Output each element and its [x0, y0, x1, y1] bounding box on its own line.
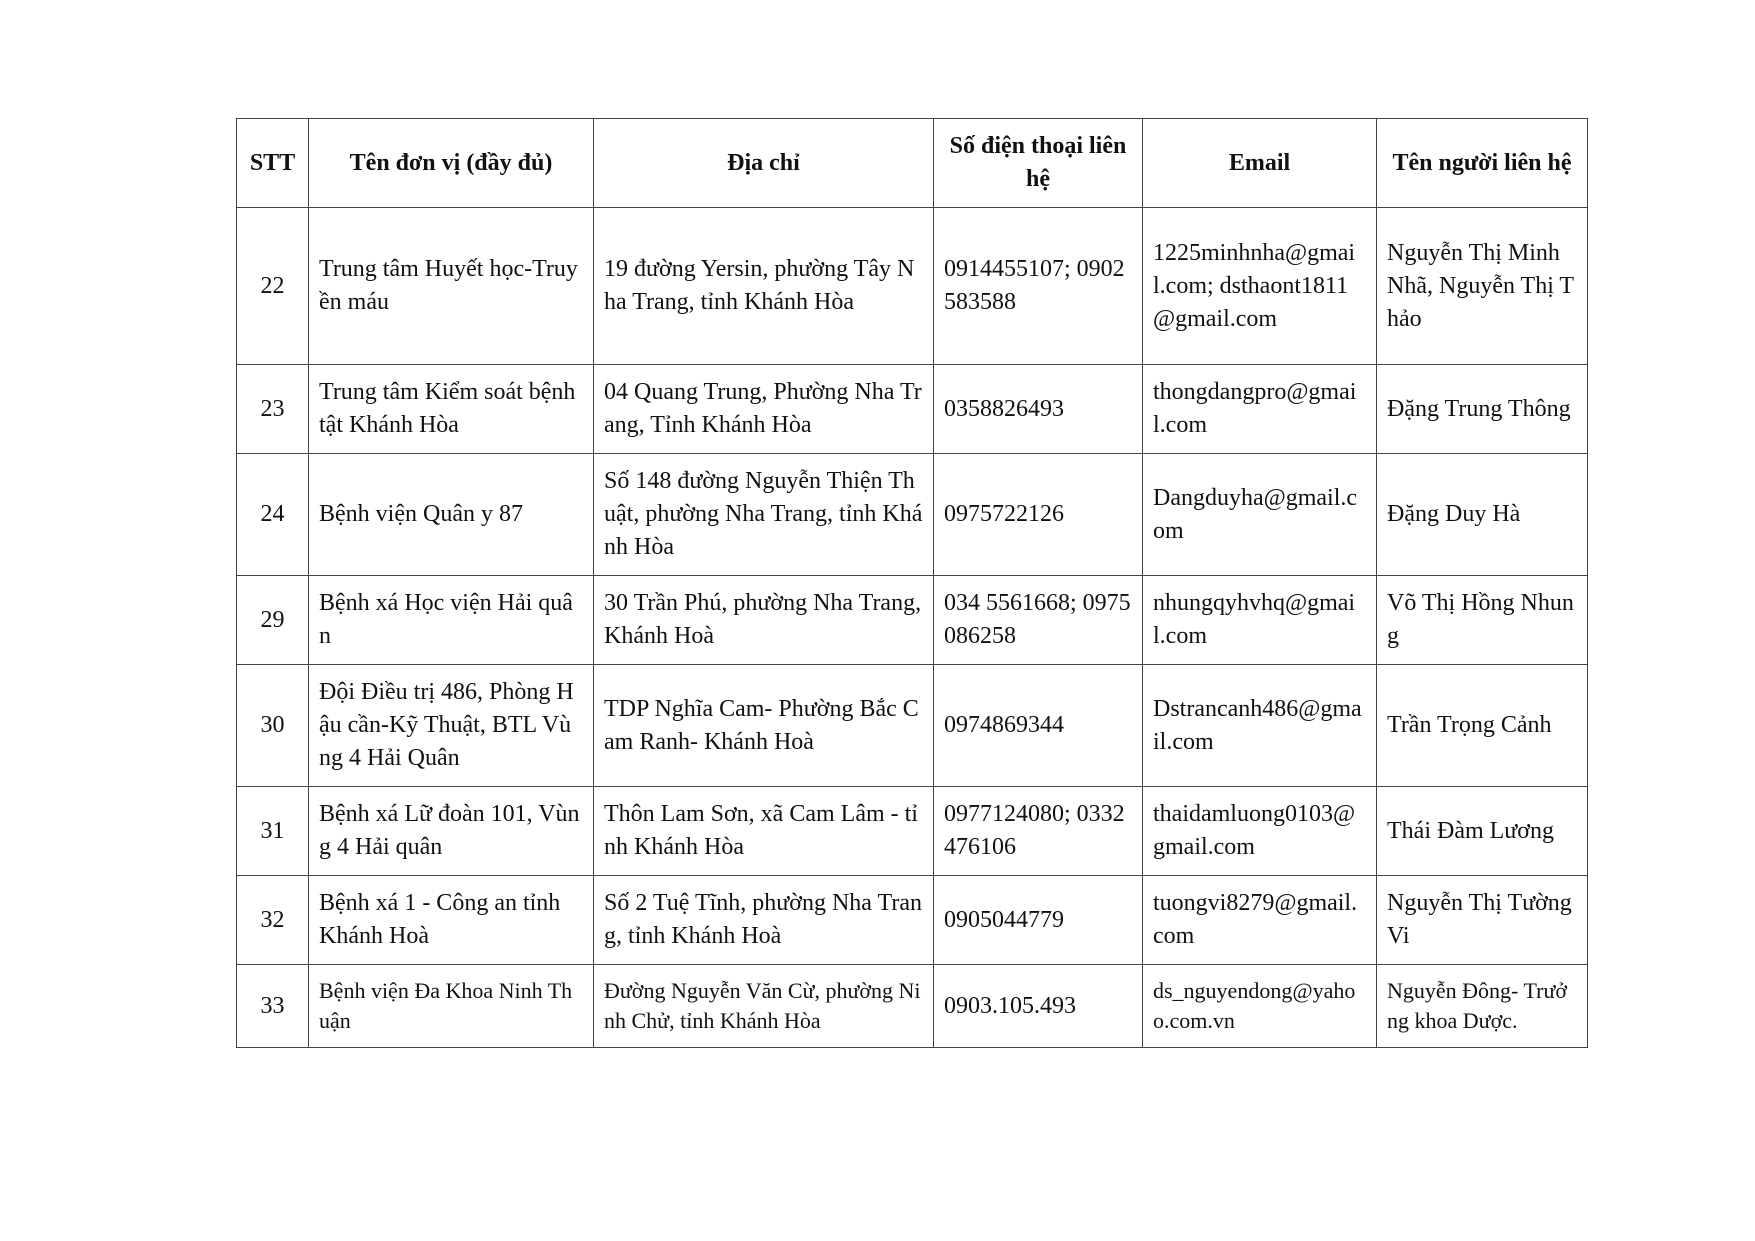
cell-phone: 0974869344: [934, 665, 1143, 787]
cell-unit-name: Bệnh xá Học viện Hải quân: [309, 576, 594, 665]
cell-unit-name: Trung tâm Kiểm soát bệnh tật Khánh Hòa: [309, 365, 594, 454]
cell-contact-person: Đặng Trung Thông: [1377, 365, 1588, 454]
cell-stt: 23: [237, 365, 309, 454]
cell-email: thongdangpro@gmail.com: [1143, 365, 1377, 454]
cell-unit-name: Bệnh viện Quân y 87: [309, 454, 594, 576]
cell-email: tuongvi8279@gmail.com: [1143, 876, 1377, 965]
cell-address: 30 Trần Phú, phường Nha Trang, Khánh Hoà: [594, 576, 934, 665]
header-address: Địa chỉ: [594, 119, 934, 208]
table-body: [237, 208, 1588, 1048]
cell-unit-name: Bệnh viện Đa Khoa Ninh Thuận: [309, 965, 594, 1048]
cell-email: ds_nguyendong@yahoo.com.vn: [1143, 965, 1377, 1048]
header-email: Email: [1143, 119, 1377, 208]
cell-email: Dangduyha@gmail.com: [1143, 454, 1377, 576]
cell-unit-name: Đội Điều trị 486, Phòng Hậu cần-Kỹ Thuật, BTL Vùng 4 Hải Quân: [309, 665, 594, 787]
cell-stt: 33: [237, 965, 309, 1048]
cell-phone: 0914455107; 0902583588: [934, 208, 1143, 365]
table-row: [237, 787, 1588, 876]
cell-phone: 0905044779: [934, 876, 1143, 965]
cell-email: Dstrancanh486@gmail.com: [1143, 665, 1377, 787]
cell-address: Đường Nguyễn Văn Cừ, phường Ninh Chử, tỉnh Khánh Hòa: [594, 965, 934, 1048]
header-stt: STT: [237, 119, 309, 208]
table-row: [237, 665, 1588, 787]
cell-address: 19 đường Yersin, phường Tây Nha Trang, tỉnh Khánh Hòa: [594, 208, 934, 365]
cell-phone: 0358826493: [934, 365, 1143, 454]
header-contact-person: Tên người liên hệ: [1377, 119, 1588, 208]
table-row: [237, 208, 1588, 365]
cell-phone: 034 5561668; 0975086258: [934, 576, 1143, 665]
cell-address: Số 2 Tuệ Tĩnh, phường Nha Trang, tỉnh Khánh Hoà: [594, 876, 934, 965]
cell-address: Số 148 đường Nguyễn Thiện Thuật, phường Nha Trang, tỉnh Khánh Hòa: [594, 454, 934, 576]
cell-phone: 0977124080; 0332476106: [934, 787, 1143, 876]
cell-email: thaidamluong0103@gmail.com: [1143, 787, 1377, 876]
table-row: [237, 576, 1588, 665]
cell-contact-person: Trần Trọng Cảnh: [1377, 665, 1588, 787]
cell-phone: 0975722126: [934, 454, 1143, 576]
cell-unit-name: Trung tâm Huyết học-Truyền máu: [309, 208, 594, 365]
cell-email: 1225minhnha@gmail.com; dsthaont1811@gmail.com: [1143, 208, 1377, 365]
cell-stt: 22: [237, 208, 309, 365]
cell-stt: 31: [237, 787, 309, 876]
cell-stt: 32: [237, 876, 309, 965]
cell-address: TDP Nghĩa Cam- Phường Bắc Cam Ranh- Khánh Hoà: [594, 665, 934, 787]
cell-address: Thôn Lam Sơn, xã Cam Lâm - tỉnh Khánh Hòa: [594, 787, 934, 876]
cell-contact-person: Nguyễn Thị Minh Nhã, Nguyễn Thị Thảo: [1377, 208, 1588, 365]
table-row: [237, 454, 1588, 576]
cell-email: nhungqyhvhq@gmail.com: [1143, 576, 1377, 665]
cell-contact-person: Đặng Duy Hà: [1377, 454, 1588, 576]
table-header: [237, 119, 1588, 208]
cell-stt: 24: [237, 454, 309, 576]
cell-stt: 29: [237, 576, 309, 665]
cell-address: 04 Quang Trung, Phường Nha Trang, Tỉnh Khánh Hòa: [594, 365, 934, 454]
table-row: [237, 365, 1588, 454]
cell-contact-person: Nguyễn Thị Tường Vi: [1377, 876, 1588, 965]
header-unit-name: Tên đơn vị (đầy đủ): [309, 119, 594, 208]
cell-unit-name: Bệnh xá Lữ đoàn 101, Vùng 4 Hải quân: [309, 787, 594, 876]
cell-contact-person: Nguyễn Đông- Trưởng khoa Dược.: [1377, 965, 1588, 1048]
table-row: [237, 876, 1588, 965]
header-phone: Số điện thoại liên hệ: [934, 119, 1143, 208]
header-row: [237, 119, 1588, 208]
cell-unit-name: Bệnh xá 1 - Công an tỉnh Khánh Hoà: [309, 876, 594, 965]
contacts-table: [236, 118, 1588, 1048]
cell-stt: 30: [237, 665, 309, 787]
cell-contact-person: Thái Đàm Lương: [1377, 787, 1588, 876]
cell-phone: 0903.105.493: [934, 965, 1143, 1048]
table-row: [237, 965, 1588, 1048]
cell-contact-person: Võ Thị Hồng Nhung: [1377, 576, 1588, 665]
